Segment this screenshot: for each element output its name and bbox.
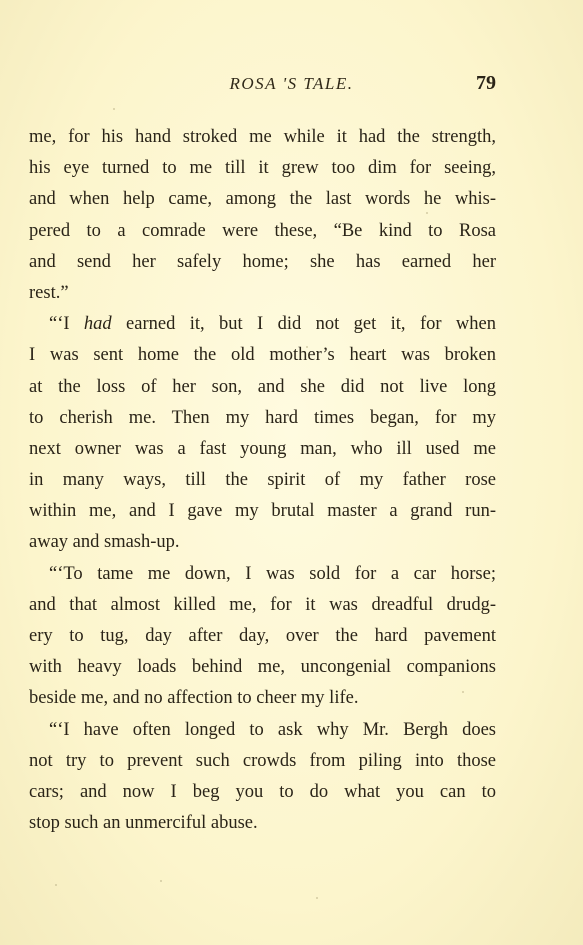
- text-line: I was sent home the old mother’s heart was broken: [29, 345, 496, 366]
- text-line: next owner was a fast young man, who ill used me: [29, 438, 496, 459]
- running-title: ROSA 'S TALE.: [229, 74, 354, 93]
- paper-speck: [113, 108, 115, 110]
- text-line: at the loss of her son, and she did not live long: [29, 376, 496, 397]
- text-line: stop such an unmerciful abuse.: [29, 813, 258, 834]
- text-line: to cherish me. Then my hard times began, for my: [29, 407, 496, 428]
- text-line: “‘I have often longed to ask why Mr. Bergh does: [49, 719, 496, 740]
- running-head: [0, 72, 583, 102]
- text-line: cars; and now I beg you to do what you can to: [29, 781, 496, 802]
- text-line: me, for his hand stroked me while it had the strength,: [29, 127, 496, 147]
- page-number: 79: [476, 72, 496, 94]
- text-line-italic: [29, 309, 496, 340]
- text-line: within me, and I gave my brutal master a grand run-: [29, 501, 496, 522]
- body-text: [29, 122, 496, 839]
- text-line: and send her safely home; she has earned her: [29, 251, 496, 272]
- text-line: in many ways, till the spirit of my father rose: [29, 470, 496, 491]
- text-line: rest.”: [29, 282, 69, 303]
- text-line: his eye turned to me till it grew too dim for seeing,: [29, 158, 496, 179]
- text-line: and when help came, among the last words he whis-: [29, 189, 496, 210]
- text-line: “‘To tame me down, I was sold for a car horse;: [49, 563, 496, 584]
- text-segment: “‘I: [49, 314, 84, 335]
- text-line: not try to prevent such crowds from piling into those: [29, 750, 496, 771]
- text-line: away and smash-up.: [29, 532, 180, 553]
- text-line: and that almost killed me, for it was dreadful drudg-: [29, 594, 496, 615]
- text-segment: earned it, but I did not get it, for when: [111, 314, 496, 335]
- paper-speck: [55, 884, 57, 886]
- paper-speck: [160, 880, 162, 882]
- italic-word: had: [83, 314, 112, 335]
- text-line: ery to tug, day after day, over the hard pavement: [29, 626, 496, 646]
- paper-speck: [316, 897, 318, 899]
- text-line: with heavy loads behind me, uncongenial companions: [29, 657, 496, 678]
- text-line: beside me, and no affection to cheer my life.: [29, 688, 359, 709]
- text-line: pered to a comrade were these, “Be kind to Rosa: [29, 220, 496, 241]
